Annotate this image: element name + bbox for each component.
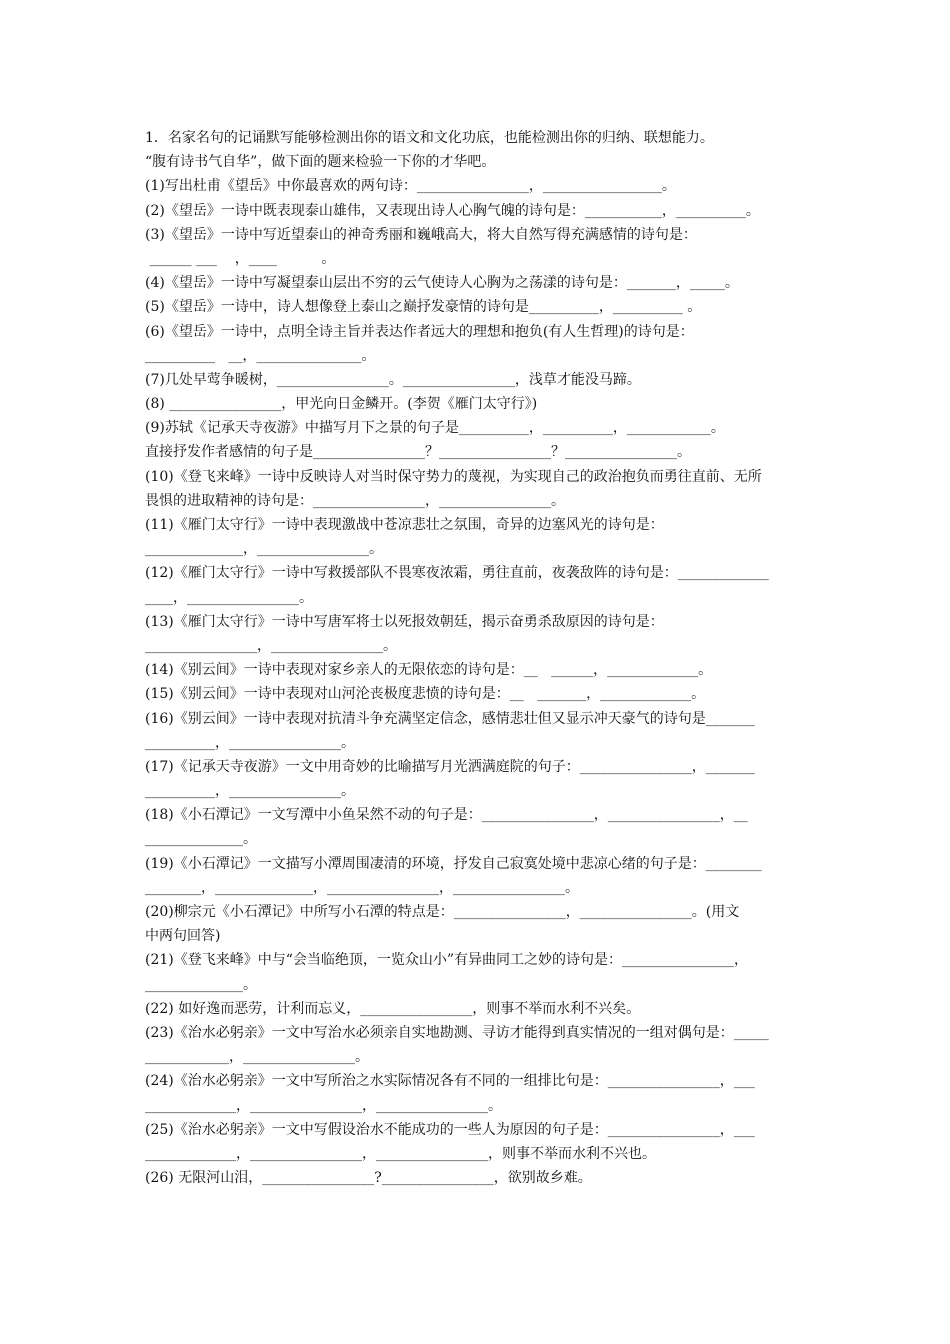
text-line-01: 1．名家名句的记诵默写能够检测出你的语文和文化功底，也能检测出你的归纳、联想能力。: [145, 130, 714, 146]
text-line-10: __________ __，_______________。: [145, 347, 376, 364]
text-line-24: (15)《别云间》一诗中表现对山河沦丧极度悲愤的诗句是：__ _______，_____________。: [145, 686, 706, 703]
text-line-17: (11)《雁门太守行》一诗中表现激战中苍凉悲壮之氛围，奇异的边塞风光的诗句是：: [145, 517, 664, 533]
text-line-32: ________，______________，________________，________________。: [145, 879, 579, 896]
text-line-28: __________，________________。: [145, 783, 355, 800]
text-line-09: (6)《望岳》一诗中，点明全诗主旨并表达作者远大的理想和抱负(有人生哲理)的诗句是：: [145, 323, 694, 340]
text-line-21: (13)《雁门太守行》一诗中写唐军将士以死报效朝廷，揭示奋勇杀敌原因的诗句是：: [145, 613, 664, 630]
text-line-19: (12)《雁门太守行》一诗中写救援部队不畏寒夜浓霜，勇往直前，夜袭敌阵的诗句是：_____________: [145, 565, 769, 582]
text-line-05: (3)《望岳》一诗中写近望泰山的神奇秀丽和巍峨高大，将大自然写得充满感情的诗句是：: [145, 226, 697, 243]
text-line-25: (16)《别云间》一诗中表现对抗清斗争充满坚定信念，感情悲壮但又显示冲天豪气的诗句是_______: [145, 710, 755, 727]
text-line-18: ______________，________________。: [145, 541, 383, 558]
text-line-04: (2)《望岳》一诗中既表现泰山雄伟，又表现出诗人心胸气魄的诗句是：___________，__________。: [145, 202, 760, 219]
text-line-38: (23)《治水必躬亲》一文中写治水必须亲自实地勘测、寻访才能得到真实情况的一组对偶句是：_____: [145, 1024, 769, 1041]
text-line-29: (18)《小石潭记》一文写潭中小鱼呆然不动的句子是：________________，________________，__: [145, 807, 748, 824]
text-line-26: __________，________________。: [145, 734, 355, 751]
text-line-34: 中两句回答): [145, 928, 221, 945]
text-line-06: ______ ___ ，____ 。: [145, 250, 336, 267]
text-line-20: ____，________________。: [145, 589, 313, 606]
text-line-14: 直接抒发作者感情的句子是________________？________________？________________。: [145, 444, 691, 461]
text-line-07: (4)《望岳》一诗中写凝望泰山层出不穷的云气使诗人心胸为之荡漾的诗句是：_______，_____。: [145, 275, 739, 292]
text-line-37: (22) 如好逸而恶劳，计利而忘义，________________，则事不举而水利不兴矣。: [145, 1000, 641, 1017]
text-line-39: ____________，________________。: [145, 1049, 369, 1066]
text-line-41: _____________，________________，________________。: [145, 1097, 502, 1114]
text-line-03: (1)写出杜甫《望岳》中你最喜欢的两句诗：________________，_________________。: [145, 178, 676, 195]
text-line-13: (9)苏轼《记承天寺夜游》中描写月下之景的句子是__________，__________，____________。: [145, 420, 725, 437]
text-line-27: (17)《记承天寺夜游》一文中用奇妙的比喻描写月光洒满庭院的句子：________________，_______: [145, 758, 755, 775]
text-line-16: 畏惧的进取精神的诗句是：________________，________________。: [145, 492, 565, 509]
text-line-36: ______________。: [145, 976, 257, 993]
text-line-23: (14)《别云间》一诗中表现对家乡亲人的无限依恋的诗句是：__ ______，_____________。: [145, 662, 713, 679]
text-line-42: (25)《治水必躬亲》一文中写假设治水不能成功的一些人为原因的句子是：________________，___: [145, 1121, 755, 1138]
text-line-22: ________________，________________。: [145, 637, 397, 654]
text-line-44: (26) 无限河山泪，________________?________________，欲别故乡难。: [145, 1170, 592, 1187]
text-line-31: (19)《小石潭记》一文描写小潭周围凄清的环境，抒发自己寂寞处境中悲凉心绪的句子是：________: [145, 855, 762, 872]
text-line-43: _____________，________________，________________，则事不举而水利不兴也。: [145, 1145, 656, 1162]
text-line-35: (21)《登飞来峰》中与“会当临绝顶，一览众山小”有异曲同工之妙的诗句是：________________，: [145, 952, 749, 969]
text-line-30: ______________。: [145, 831, 257, 848]
text-line-12: (8) ________________，甲光向日金鳞开。(李贺《雁门太守行》): [145, 396, 538, 413]
text-line-11: (7)几处早莺争暖树，________________。________________，浅草才能没马蹄。: [145, 371, 641, 388]
document-body: [145, 126, 865, 1190]
text-line-15: (10)《登飞来峰》一诗中反映诗人对当时保守势力的蔑视，为实现自己的政治抱负而勇往直前、无所: [145, 468, 762, 485]
text-line-40: (24)《治水必躬亲》一文中写所治之水实际情况各有不同的一组排比句是：________________，___: [145, 1073, 755, 1090]
text-line-02: “腹有诗书气自华”，做下面的题来检验一下你的才华吧。: [145, 154, 496, 171]
text-line-33: (20)柳宗元《小石潭记》中所写小石潭的特点是：________________，________________。(用文: [145, 904, 740, 920]
text-line-08: (5)《望岳》一诗中，诗人想像登上泰山之巅抒发豪情的诗句是__________，__________ 。: [145, 299, 702, 316]
